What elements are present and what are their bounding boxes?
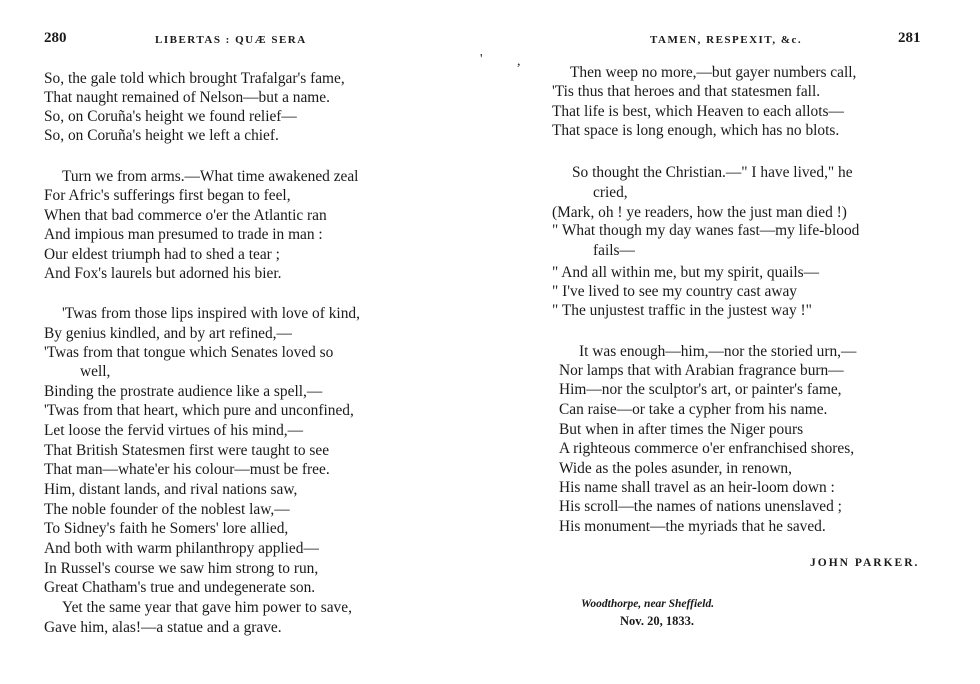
poem-line: Nor lamps that with Arabian fragrance burn— [559,362,844,379]
poem-line: Great Chatham's true and undegenerate son. [44,579,316,596]
poem-line: That life is best, which Heaven to each allots— [552,103,844,120]
poem-line: well, [80,363,111,380]
poem-line: Yet the same year that gave him power to save, [62,599,352,616]
poem-line: That naught remained of Nelson—but a name. [44,89,330,106]
poem-line: " The unjustest traffic in the justest way !" [552,302,812,319]
poem-line: In Russel's course we saw him strong to run, [44,560,319,577]
poem-line: Turn we from arms.—What time awakened zeal [62,168,359,185]
poem-line: It was enough—him,—nor the storied urn,— [579,343,857,360]
left-running-head: LIBERTAS : QUÆ SERA [155,34,307,46]
poem-line: Him, distant lands, and rival nations saw, [44,481,298,498]
left-page-number: 280 [44,30,67,46]
poem-line: His monument—the myriads that he saved. [559,518,826,535]
poem-line: Wide as the poles asunder, in renown, [559,460,792,477]
poem-line: Can raise—or take a cypher from his name. [559,401,828,418]
poem-line: So, the gale told which brought Trafalgar's fame, [44,70,345,87]
poem-line: That space is long enough, which has no blots. [552,122,840,139]
poem-line: cried, [593,184,628,201]
poem-line: " And all within me, but my spirit, quails— [552,264,820,281]
poem-line: " What though my day wanes fast—my life-blood [552,222,860,239]
poem-line: And impious man presumed to trade in man : [44,226,323,243]
poem-line: 'Twas from that tongue which Senates loved so [44,344,334,361]
poem-line: So, on Coruña's height we left a chief. [44,127,279,144]
poem-line: " I've lived to see my country cast away [552,283,797,300]
poem-line: And both with warm philanthropy applied— [44,540,319,557]
poem-line: But when in after times the Niger pours [559,421,804,438]
right-running-head: TAMEN, RESPEXIT, &c. [650,34,803,46]
poem-line: Let loose the fervid virtues of his mind,— [44,422,304,439]
poem-line: When that bad commerce o'er the Atlantic ran [44,207,327,224]
poem-line: 'Tis thus that heroes and that statesmen fall. [552,83,821,100]
poem-line: fails— [593,242,635,259]
poem-line: 'Twas from those lips inspired with love of kind, [62,305,360,322]
poem-line: Then weep no more,—but gayer numbers call, [570,64,857,81]
poem-line: That man—whate'er his colour—must be free. [44,461,330,478]
right-page [490,0,980,684]
poem-line: His scroll—the names of nations unenslaved ; [559,498,842,515]
poem-line: And Fox's laurels but adorned his bier. [44,265,282,282]
poem-line: So, on Coruña's height we found relief— [44,108,297,125]
stray-mark: , [517,54,521,69]
poem-line: Binding the prostrate audience like a spell,— [44,383,323,400]
poem-line: That British Statesmen first were taught to see [44,442,330,459]
poem-line: Him—nor the sculptor's art, or painter's fame, [559,381,842,398]
author-signature: JOHN PARKER. [810,557,920,569]
poem-line: For Afric's sufferings first began to feel, [44,187,291,204]
poem-line: Gave him, alas!—a statue and a grave. [44,619,282,636]
poem-line: (Mark, oh ! ye readers, how the just man died !) [552,204,847,221]
right-page-number: 281 [898,30,921,46]
poem-line: 'Twas from that heart, which pure and unconfined, [44,402,354,419]
stray-mark: ' [480,52,483,67]
poem-line: To Sidney's faith he Somers' lore allied, [44,520,289,537]
poem-line: The noble founder of the noblest law,— [44,501,290,518]
poem-line: His name shall travel as an heir-loom down : [559,479,835,496]
poem-line: By genius kindled, and by art refined,— [44,325,292,342]
poem-line: So thought the Christian.—" I have lived," he [572,164,853,181]
poem-line: A righteous commerce o'er enfranchised shores, [559,440,855,457]
poem-line: Our eldest triumph had to shed a tear ; [44,246,280,263]
date-line: Nov. 20, 1833. [620,614,694,628]
place-line: Woodthorpe, near Sheffield. [581,598,715,610]
